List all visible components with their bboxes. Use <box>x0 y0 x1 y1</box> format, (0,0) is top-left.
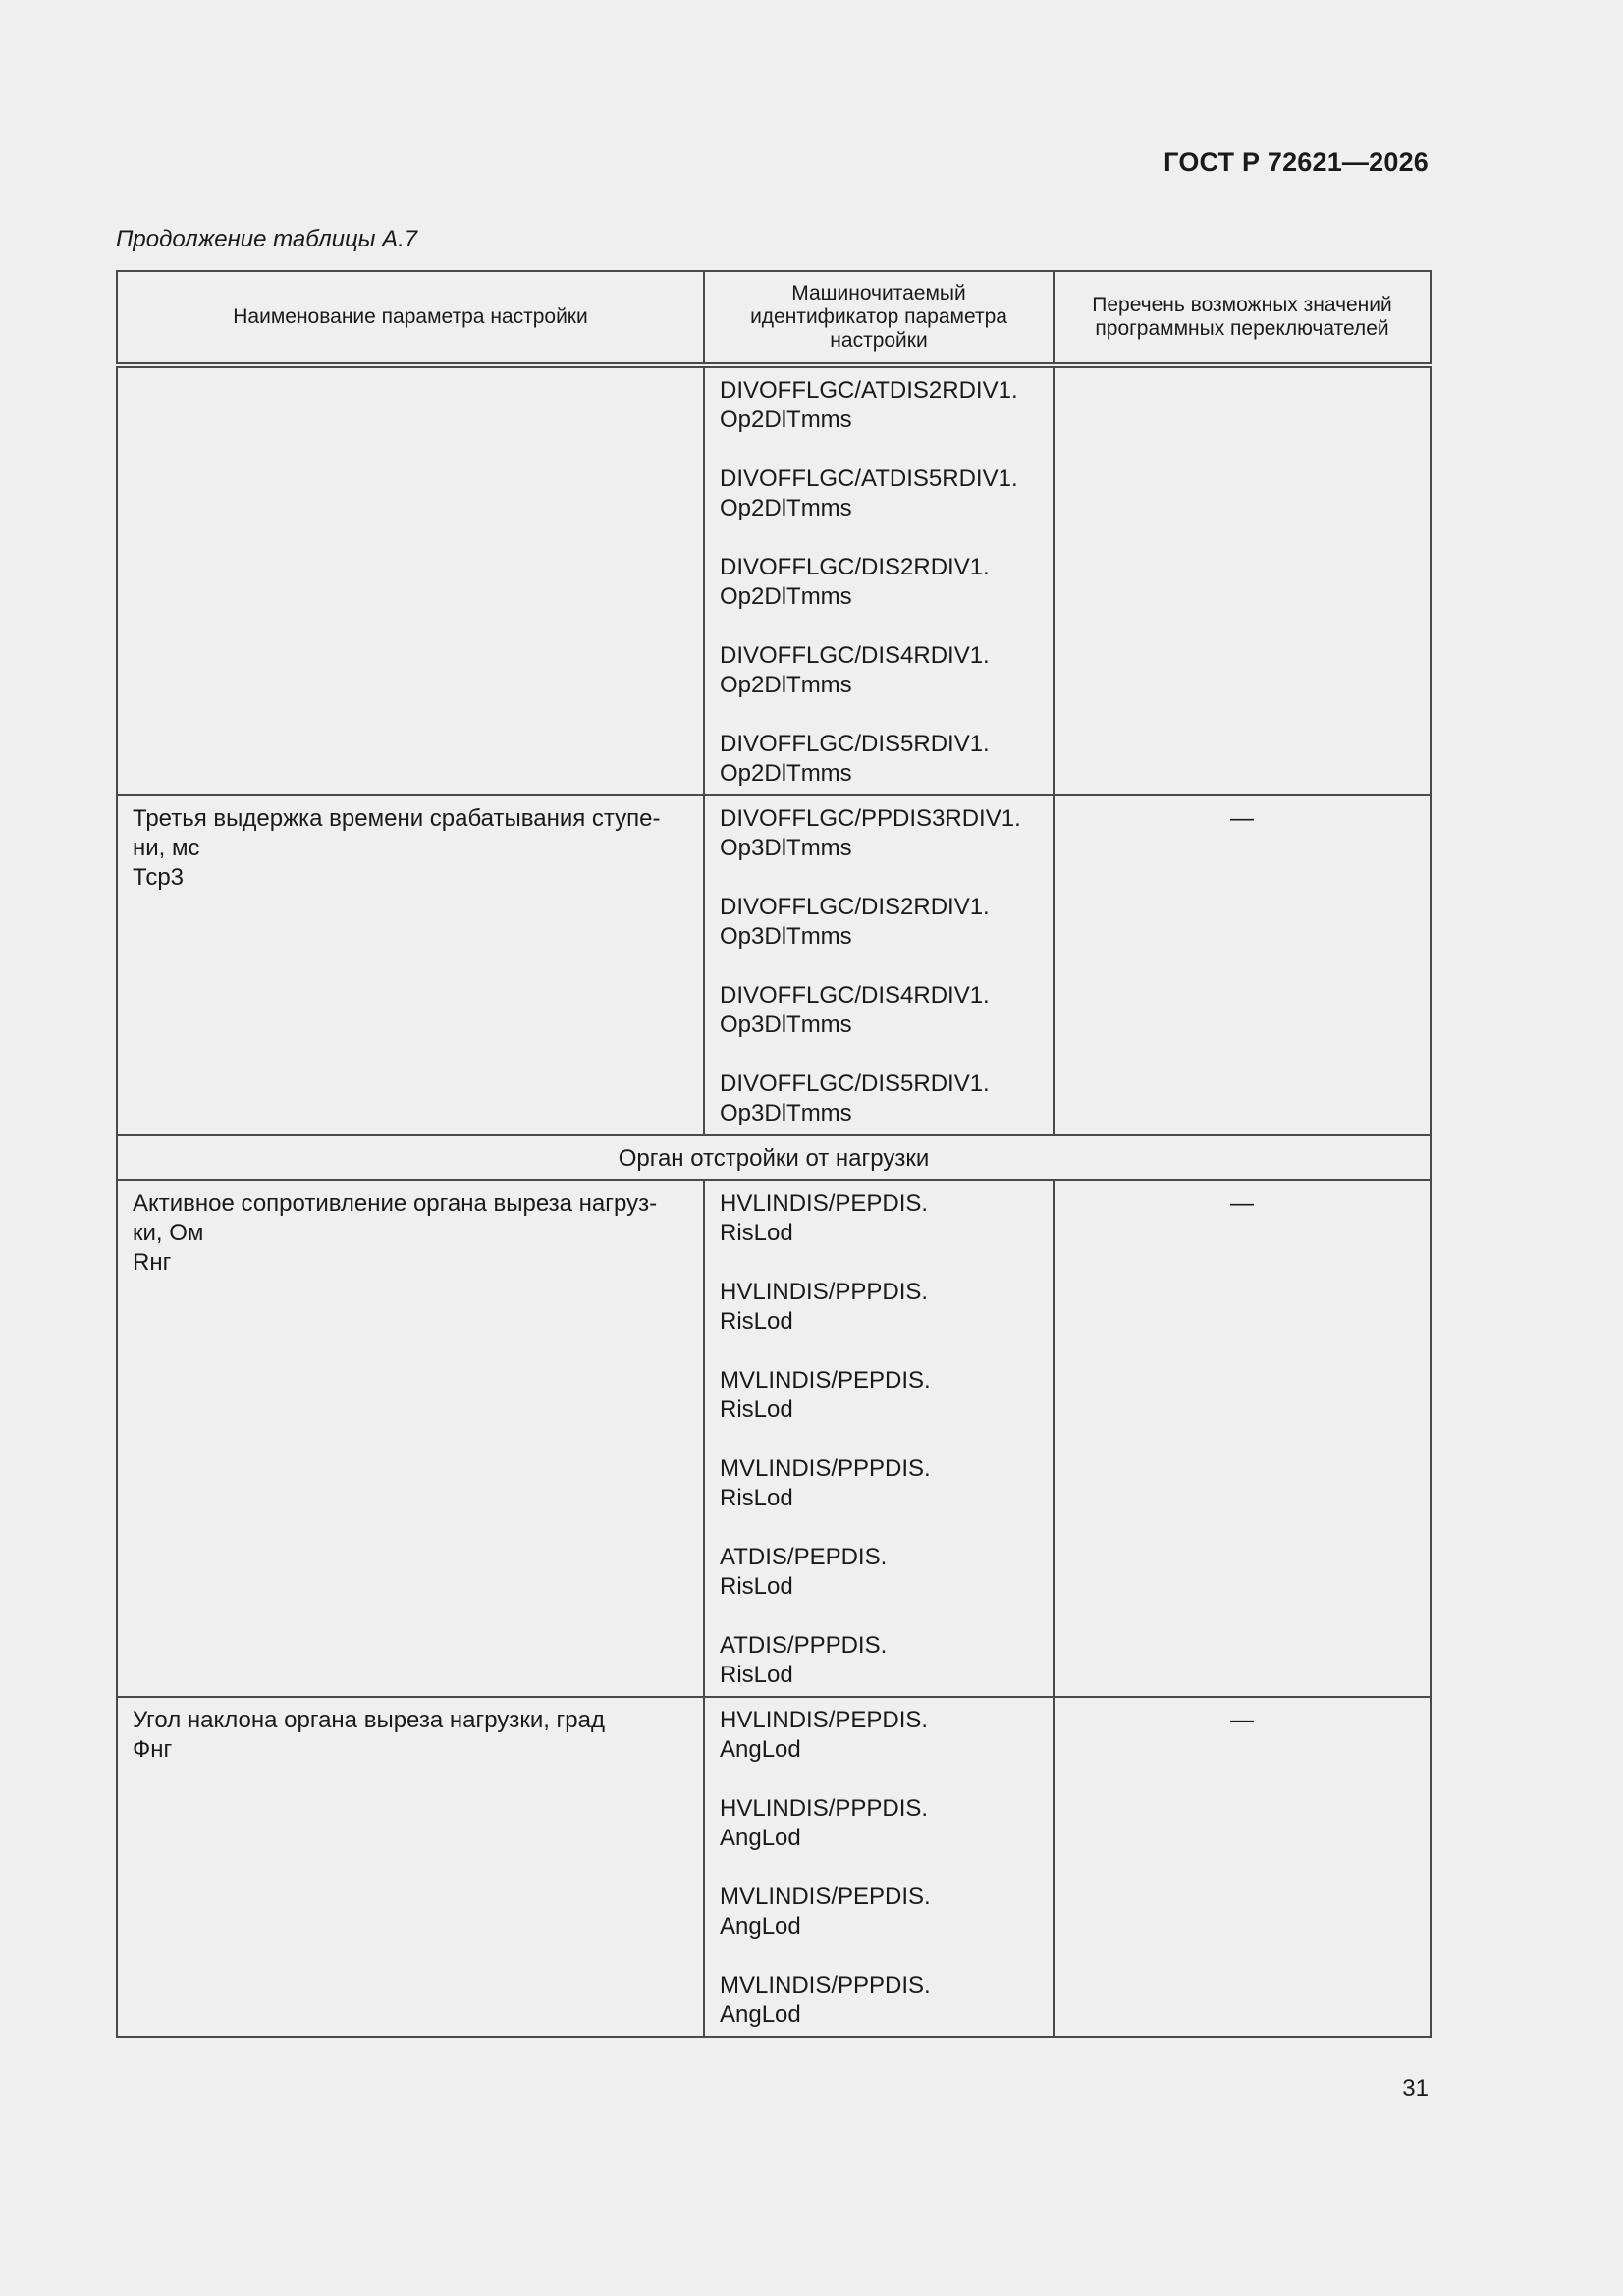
machine-id-line: MVLINDIS/PPPDIS. <box>720 1455 931 1482</box>
machine-id-line: AngLod <box>720 1913 801 1940</box>
switch-values-cell <box>1054 365 1431 795</box>
machine-id-line: DIVOFFLGC/DIS5RDIV1. <box>720 1070 990 1097</box>
switch-values-cell: — <box>1054 1697 1431 2037</box>
parameter-name-cell <box>117 365 704 795</box>
table-body <box>117 365 1431 2037</box>
machine-id-entry <box>720 1543 1038 1602</box>
machine-id-line: Op2DlTmms <box>720 583 852 610</box>
machine-id-line: MVLINDIS/PEPDIS. <box>720 1367 931 1394</box>
machine-id-line: HVLINDIS/PEPDIS. <box>720 1707 929 1733</box>
machine-id-line: DIVOFFLGC/PPDIS3RDIV1. <box>720 805 1021 832</box>
section-title: Орган отстройки от нагрузки <box>117 1135 1431 1180</box>
machine-id-entry <box>720 893 1038 952</box>
section-row <box>117 1135 1431 1180</box>
machine-id-entry <box>720 1278 1038 1337</box>
machine-id-line: DIVOFFLGC/ATDIS5RDIV1. <box>720 465 1018 492</box>
machine-id-line: HVLINDIS/PPPDIS. <box>720 1795 929 1822</box>
machine-id-line: RisLod <box>720 1308 793 1335</box>
parameter-name-line: ки, Ом <box>133 1220 204 1246</box>
table-row <box>117 795 1431 1135</box>
table-row <box>117 1180 1431 1697</box>
machine-id-line: AngLod <box>720 1825 801 1851</box>
parameters-table <box>116 270 1432 2038</box>
machine-id-line: HVLINDIS/PEPDIS. <box>720 1190 929 1217</box>
machine-id-line: DIVOFFLGC/DIS5RDIV1. <box>720 731 990 757</box>
parameter-name-line: Фнг <box>133 1736 173 1763</box>
machine-id-line: MVLINDIS/PPPDIS. <box>720 1972 931 1998</box>
machine-id-entry <box>720 1454 1038 1513</box>
machine-id-cell <box>704 795 1054 1135</box>
machine-id-line: Op3DlTmms <box>720 1100 852 1126</box>
machine-id-line: DIVOFFLGC/DIS2RDIV1. <box>720 554 990 580</box>
machine-id-cell <box>704 1180 1054 1697</box>
parameter-name-line: Третья выдержка времени срабатывания ступе- <box>133 805 661 832</box>
column-header-machine-id: Машиночитаемый идентификатор параметра настройки <box>704 271 1054 365</box>
machine-id-line: RisLod <box>720 1396 793 1423</box>
machine-id-line: RisLod <box>720 1485 793 1511</box>
table-caption: Продолжение таблицы А.7 <box>116 226 418 252</box>
machine-id-line: Op2DlTmms <box>720 407 852 433</box>
machine-id-entry <box>720 1971 1038 2030</box>
machine-id-line: Op3DlTmms <box>720 835 852 861</box>
switch-values-cell: — <box>1054 795 1431 1135</box>
column-header-parameter-name: Наименование параметра настройки <box>117 271 704 365</box>
machine-id-cell <box>704 365 1054 795</box>
machine-id-entry <box>720 1883 1038 1941</box>
machine-id-cell <box>704 1697 1054 2037</box>
machine-id-line: DIVOFFLGC/DIS2RDIV1. <box>720 894 990 920</box>
machine-id-line: Op2DlTmms <box>720 495 852 521</box>
parameter-name-line: Угол наклона органа выреза нагрузки, град <box>133 1707 606 1733</box>
machine-id-entry <box>720 1366 1038 1425</box>
parameter-name-line: ни, мс <box>133 835 200 861</box>
machine-id-line: RisLod <box>720 1573 793 1600</box>
machine-id-entry <box>720 1706 1038 1765</box>
machine-id-line: DIVOFFLGC/ATDIS2RDIV1. <box>720 377 1018 404</box>
column-header-switch-values: Перечень возможных значений программных переключателей <box>1054 271 1431 365</box>
switch-values-cell: — <box>1054 1180 1431 1697</box>
table-row <box>117 365 1431 795</box>
machine-id-entry <box>720 553 1038 612</box>
machine-id-entry <box>720 465 1038 523</box>
machine-id-line: RisLod <box>720 1662 793 1688</box>
machine-id-line: RisLod <box>720 1220 793 1246</box>
machine-id-entry <box>720 1069 1038 1128</box>
parameter-name-cell <box>117 1697 704 2037</box>
machine-id-entry <box>720 1189 1038 1248</box>
machine-id-entry <box>720 1794 1038 1853</box>
machine-id-line: Op2DlTmms <box>720 672 852 698</box>
machine-id-line: AngLod <box>720 2001 801 2028</box>
machine-id-line: DIVOFFLGC/DIS4RDIV1. <box>720 982 990 1009</box>
table-row <box>117 1697 1431 2037</box>
machine-id-entry <box>720 1631 1038 1690</box>
page-number: 31 <box>1402 2075 1429 2102</box>
machine-id-line: AngLod <box>720 1736 801 1763</box>
parameter-name-cell <box>117 795 704 1135</box>
machine-id-line: HVLINDIS/PPPDIS. <box>720 1279 929 1305</box>
machine-id-entry <box>720 376 1038 435</box>
machine-id-entry <box>720 804 1038 863</box>
machine-id-line: Op3DlTmms <box>720 923 852 950</box>
document-code: ГОСТ Р 72621—2026 <box>1163 147 1429 177</box>
parameter-name-cell <box>117 1180 704 1697</box>
machine-id-line: Op3DlTmms <box>720 1011 852 1038</box>
table-header-row <box>117 271 1431 365</box>
parameter-name-line: Тср3 <box>133 864 185 891</box>
table-header <box>117 271 1431 365</box>
machine-id-line: ATDIS/PEPDIS. <box>720 1544 888 1570</box>
machine-id-entry <box>720 641 1038 700</box>
machine-id-line: ATDIS/PPPDIS. <box>720 1632 888 1659</box>
machine-id-entry <box>720 730 1038 789</box>
parameter-name-line: Rнг <box>133 1249 172 1276</box>
machine-id-entry <box>720 981 1038 1040</box>
parameter-name-line: Активное сопротивление органа выреза нагруз- <box>133 1190 658 1217</box>
machine-id-line: MVLINDIS/PEPDIS. <box>720 1884 931 1910</box>
machine-id-line: Op2DlTmms <box>720 760 852 787</box>
machine-id-line: DIVOFFLGC/DIS4RDIV1. <box>720 642 990 669</box>
